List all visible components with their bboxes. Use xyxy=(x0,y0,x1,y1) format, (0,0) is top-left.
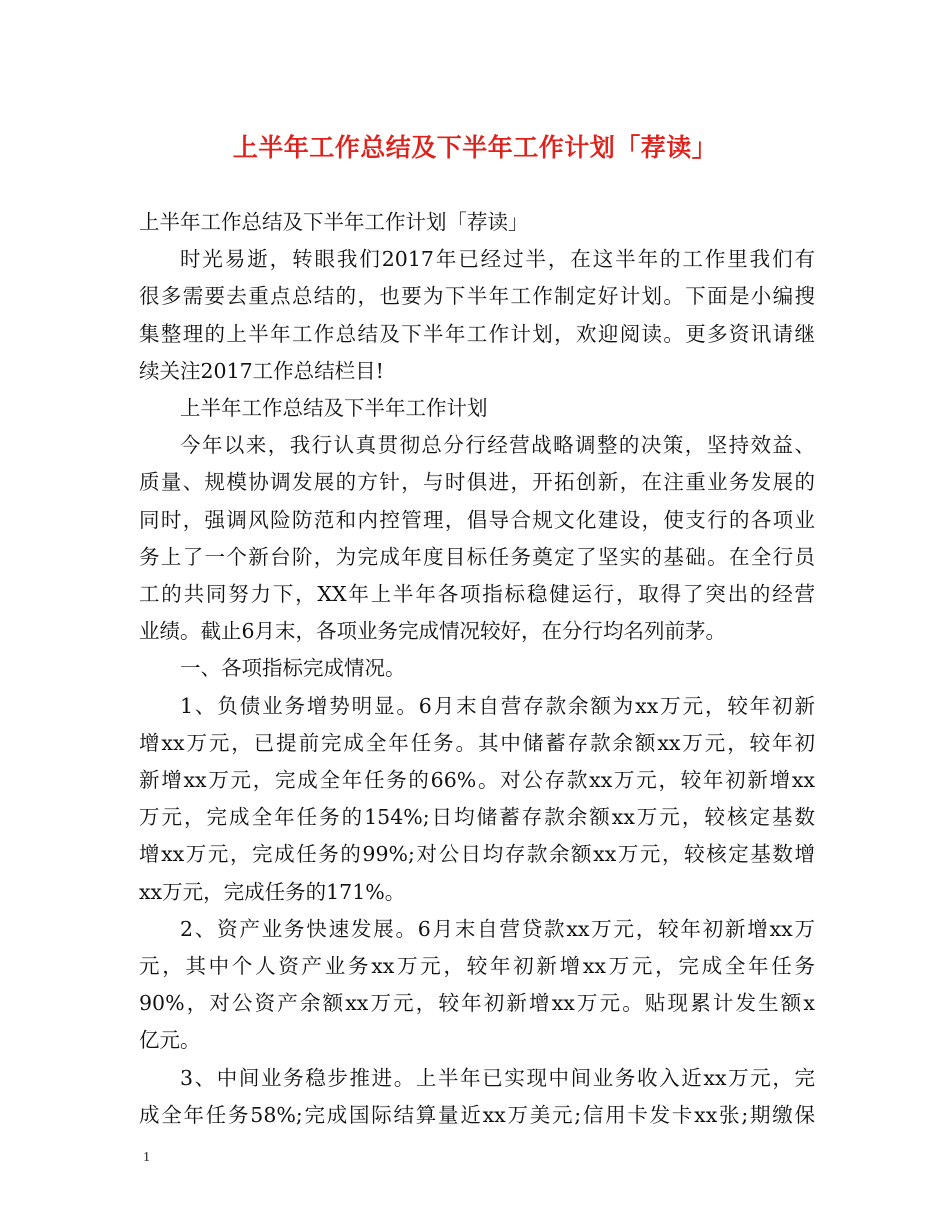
overview-paragraph xyxy=(139,427,815,650)
text-line: 2、资产业务快速发展。6月末自营贷款xx万元，较年初新增xx万 xyxy=(180,916,815,941)
text-line: 增xx万元，已提前完成全年任务。其中储蓄存款余额xx万元，较年初 xyxy=(139,730,815,755)
text-line: 成全年任务58%;完成国际结算量近xx万美元;信用卡发卡xx张;期缴保 xyxy=(139,1102,815,1127)
text-line: 时光易逝，转眼我们2017年已经过半，在这半年的工作里我们有 xyxy=(180,247,815,272)
text-line: 集整理的上半年工作总结及下半年工作计划，欢迎阅读。更多资讯请继 xyxy=(139,321,815,346)
text-line: 很多需要去重点总结的，也要为下半年工作制定好计划。下面是小编搜 xyxy=(139,284,815,309)
text-line: 万元，完成全年任务的154%;日均储蓄存款余额xx万元，较核定基数 xyxy=(139,805,815,830)
document-body xyxy=(139,204,815,1134)
text-line: xx万元，完成任务的171%。 xyxy=(139,879,406,904)
intermediary-paragraph xyxy=(139,1060,815,1134)
text-line: 90%，对公资产余额xx万元，较年初新增xx万元。贴现累计发生额x xyxy=(139,991,815,1016)
intro-paragraph xyxy=(139,241,815,390)
page-number: 1 xyxy=(143,1150,150,1165)
text-line: 一、各项指标完成情况。 xyxy=(180,656,406,681)
assets-paragraph xyxy=(139,911,815,1060)
text-line: 续关注2017工作总结栏目! xyxy=(139,358,384,383)
section-heading xyxy=(139,650,815,687)
text-line: 亿元。 xyxy=(139,1028,201,1053)
text-line: 增xx万元，完成任务的99%;对公日均存款余额xx万元，较核定基数增 xyxy=(139,842,815,867)
document-title: 上半年工作总结及下半年工作计划「荐读」 xyxy=(232,133,718,162)
text-line: 1、负债业务增势明显。6月末自营存款余额为xx万元，较年初新 xyxy=(180,693,815,718)
text-line: 元，其中个人资产业务xx万元，较年初新增xx万元，完成全年任务 xyxy=(139,954,815,979)
text-line: 上半年工作总结及下半年工作计划「荐读」 xyxy=(139,210,529,234)
text-line: 今年以来，我行认真贯彻总分行经营战略调整的决策，坚持效益、 xyxy=(180,433,815,458)
text-line: 上半年工作总结及下半年工作计划 xyxy=(180,396,488,421)
section-heading xyxy=(139,390,815,427)
text-line: 新增xx万元，完成全年任务的66%。对公存款xx万元，较年初新增xx xyxy=(139,768,815,793)
text-line: 务上了一个新台阶，为完成年度目标任务奠定了坚实的基础。在全行员 xyxy=(139,544,815,569)
liabilities-paragraph xyxy=(139,688,815,911)
text-line: 业绩。截止6月末，各项业务完成情况较好，在分行均名列前茅。 xyxy=(139,619,727,644)
subtitle-paragraph xyxy=(139,204,815,241)
text-line: 3、中间业务稳步推进。上半年已实现中间业务收入近xx万元，完 xyxy=(180,1065,815,1090)
text-line: 同时，强调风险防范和内控管理，倡导合规文化建设，使支行的各项业 xyxy=(139,507,815,532)
text-line: 工的共同努力下，XX年上半年各项指标稳健运行，取得了突出的经营 xyxy=(139,582,815,607)
text-line: 质量、规模协调发展的方针，与时俱进，开拓创新，在注重业务发展的 xyxy=(139,470,815,495)
